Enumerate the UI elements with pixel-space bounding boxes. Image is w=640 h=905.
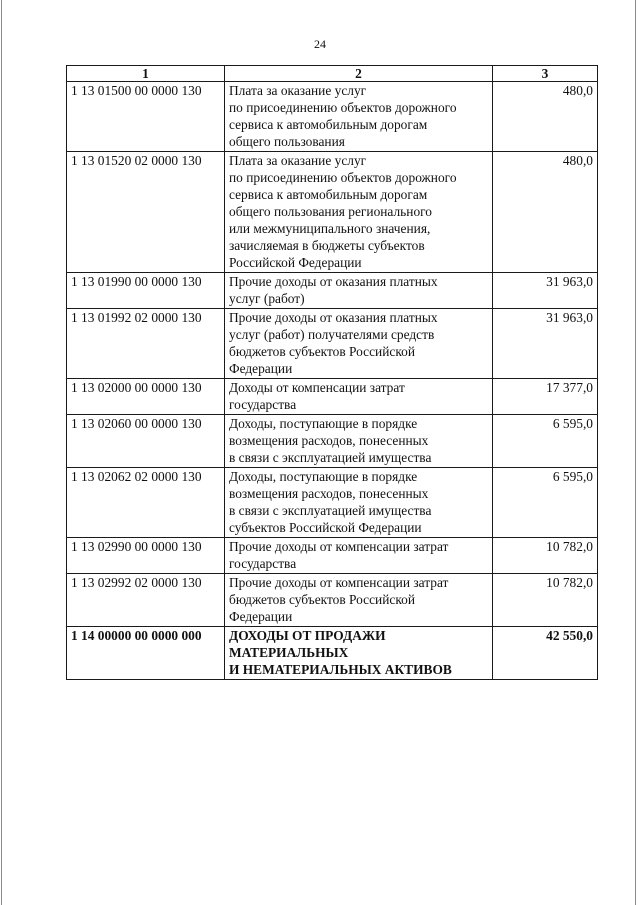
table-row bbox=[67, 574, 598, 627]
table-row bbox=[67, 538, 598, 574]
row-amount-cell: 10 782,0 bbox=[493, 538, 598, 574]
row-name-cell: Доходы, поступающие в порядке возмещения расходов, понесенных в связи с эксплуатацией имущества bbox=[225, 415, 493, 468]
page-edge-right bbox=[635, 0, 636, 905]
page-edge-left bbox=[1, 0, 2, 905]
row-code-cell: 1 13 02060 00 0000 130 bbox=[67, 415, 225, 468]
table-row bbox=[67, 468, 598, 538]
revenue-table bbox=[66, 65, 598, 680]
row-code-cell: 1 13 01520 02 0000 130 bbox=[67, 152, 225, 273]
row-amount-cell: 42 550,0 bbox=[493, 627, 598, 680]
row-amount-cell: 480,0 bbox=[493, 82, 598, 152]
page-number: 24 bbox=[314, 37, 326, 51]
table-row bbox=[67, 627, 598, 680]
table-row bbox=[67, 309, 598, 379]
table-row bbox=[67, 379, 598, 415]
row-name-cell: Доходы от компенсации затрат государства bbox=[225, 379, 493, 415]
table-row bbox=[67, 152, 598, 273]
table-header-row bbox=[67, 66, 598, 82]
column-header-amount: 3 bbox=[493, 66, 598, 82]
row-amount-cell: 6 595,0 bbox=[493, 415, 598, 468]
row-name-cell: Прочие доходы от оказания платных услуг (работ) получателями средств бюджетов субъектов Российской Федерации bbox=[225, 309, 493, 379]
table-row bbox=[67, 415, 598, 468]
table-row bbox=[67, 82, 598, 152]
table-body bbox=[67, 82, 598, 680]
table-row bbox=[67, 273, 598, 309]
row-name-cell: Прочие доходы от компенсации затрат бюджетов субъектов Российской Федерации bbox=[225, 574, 493, 627]
row-name-cell: ДОХОДЫ ОТ ПРОДАЖИ МАТЕРИАЛЬНЫХ И НЕМАТЕРИАЛЬНЫХ АКТИВОВ bbox=[225, 627, 493, 680]
row-code-cell: 1 13 01992 02 0000 130 bbox=[67, 309, 225, 379]
row-amount-cell: 480,0 bbox=[493, 152, 598, 273]
row-code-cell: 1 13 01500 00 0000 130 bbox=[67, 82, 225, 152]
row-amount-cell: 6 595,0 bbox=[493, 468, 598, 538]
row-name-cell: Прочие доходы от оказания платных услуг (работ) bbox=[225, 273, 493, 309]
row-code-cell: 1 13 01990 00 0000 130 bbox=[67, 273, 225, 309]
row-code-cell: 1 13 02990 00 0000 130 bbox=[67, 538, 225, 574]
row-amount-cell: 31 963,0 bbox=[493, 273, 598, 309]
column-header-code: 1 bbox=[67, 66, 225, 82]
row-code-cell: 1 14 00000 00 0000 000 bbox=[67, 627, 225, 680]
row-name-cell: Плата за оказание услуг по присоединению объектов дорожного сервиса к автомобильным дорогам общего пользования bbox=[225, 82, 493, 152]
row-name-cell: Доходы, поступающие в порядке возмещения расходов, понесенных в связи с эксплуатацией имущества субъектов Российской Федерации bbox=[225, 468, 493, 538]
row-code-cell: 1 13 02062 02 0000 130 bbox=[67, 468, 225, 538]
row-amount-cell: 10 782,0 bbox=[493, 574, 598, 627]
row-code-cell: 1 13 02000 00 0000 130 bbox=[67, 379, 225, 415]
row-name-cell: Прочие доходы от компенсации затрат государства bbox=[225, 538, 493, 574]
row-amount-cell: 17 377,0 bbox=[493, 379, 598, 415]
column-header-name: 2 bbox=[225, 66, 493, 82]
row-amount-cell: 31 963,0 bbox=[493, 309, 598, 379]
row-code-cell: 1 13 02992 02 0000 130 bbox=[67, 574, 225, 627]
row-name-cell: Плата за оказание услуг по присоединению объектов дорожного сервиса к автомобильным дорогам общего пользования регионального или межмуниципального значения, зачисляемая в бюджеты субъектов Российской Федерации bbox=[225, 152, 493, 273]
